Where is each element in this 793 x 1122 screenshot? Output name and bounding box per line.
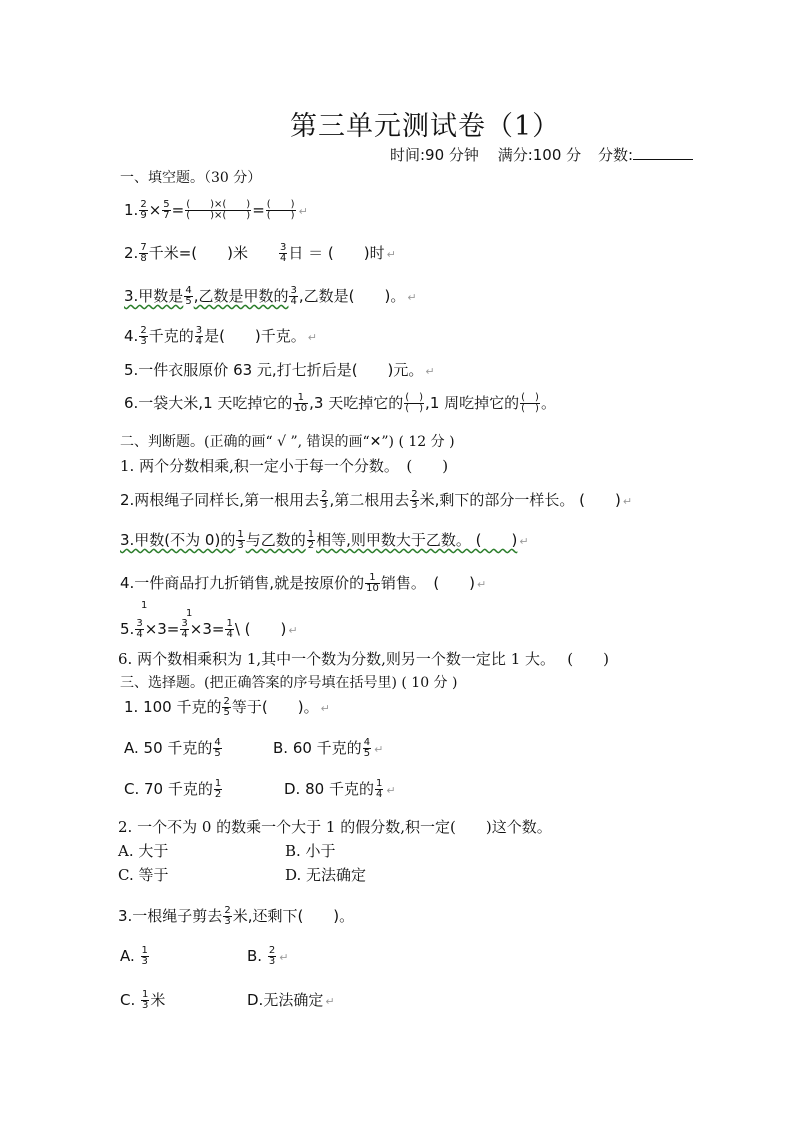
question-1-3: 3.甲数是 $\frac{4}{5}$ ,乙数是甲数的 $\frac{3}{4}$ ,乙数是( )。 ↵ xyxy=(124,285,417,307)
option-b: B. 60 千克的 $\frac{4}{5}$ ↵ xyxy=(273,737,384,759)
paragraph-mark-icon: ↵ xyxy=(320,702,330,715)
paragraph-mark-icon: ↵ xyxy=(407,291,417,304)
section-judge-title: 二、判断题。(正确的画“ √ ”, 错误的画“✕”) ( 12 分 ) xyxy=(120,434,455,450)
fraction: $\frac{1}{3}$ xyxy=(141,945,148,967)
exam-meta xyxy=(390,144,693,165)
option-a: A. 50 千克的 $\frac{4}{5}$ xyxy=(124,737,221,759)
paragraph-mark-icon: ↵ xyxy=(519,535,529,548)
fraction: $\frac{( )\times( )}{( )\times( )}$ xyxy=(186,199,251,221)
fraction: $\frac{1}{3}$ xyxy=(142,989,149,1011)
page-title: 第三单元测试卷（1） xyxy=(290,111,561,142)
question-1-5: 5.一件衣服原价 63 元,打七折后是( )元。 ↵ xyxy=(124,361,435,379)
question-2-4: 4.一件商品打九折销售,就是按原价的 $\frac{1}{10}$ 销售。 ( ) ↵ xyxy=(120,572,487,594)
fraction: $\frac{1}{4}$ xyxy=(375,778,383,800)
paragraph-mark-icon: ↵ xyxy=(386,248,396,261)
option-b: B. 小于 xyxy=(285,842,336,860)
fraction: $\frac{4}{5}$ xyxy=(214,737,221,759)
fraction: $\frac{3}{4}$ xyxy=(181,618,188,640)
paragraph-mark-icon: ↵ xyxy=(374,743,384,756)
section-fill-in-title: 一、填空题。（30 分） xyxy=(120,170,262,186)
fraction: $\frac{1}{2}$ xyxy=(307,529,315,551)
question-3-1: 1. 100 千克的 $\frac{2}{5}$ 等于( )。 ↵ xyxy=(124,696,330,718)
score-blank xyxy=(633,146,693,160)
cancel-mark: 1 xyxy=(186,608,193,619)
fraction: $\frac{3}{4}$ xyxy=(279,242,287,264)
paragraph-mark-icon: ↵ xyxy=(325,995,335,1008)
paragraph-mark-icon: ↵ xyxy=(425,365,435,378)
option-d: D. 80 千克的 $\frac{1}{4}$ ↵ xyxy=(284,778,396,800)
fraction: $\frac{3}{4}$ xyxy=(290,285,297,307)
fraction: $\frac{4}{5}$ xyxy=(363,737,371,759)
question-3-2: 2. 一个不为 0 的数乘一个大于 1 的假分数,积一定( )这个数。 xyxy=(118,818,552,836)
option-c: C. $\frac{1}{3}$ 米 xyxy=(120,989,166,1011)
question-1-4: 4. $\frac{2}{3}$ 千克的 $\frac{3}{4}$ 是( )千克。 ↵ xyxy=(124,325,318,347)
fraction: $\frac{2}{3}$ xyxy=(268,945,276,967)
fraction: $\frac{1}{4}$ xyxy=(226,618,233,640)
fraction: $\frac{( )}{( )}$ xyxy=(266,199,295,221)
score-label: 分数: xyxy=(597,146,633,164)
fraction: $\frac{( )}{( )}$ xyxy=(521,392,539,414)
question-2-1: 1. 两个分数相乘,积一定小于每一个分数。 ( ) xyxy=(120,457,449,475)
paragraph-mark-icon: ↵ xyxy=(288,624,298,637)
fraction: $\frac{2}{3}$ xyxy=(411,489,418,511)
option-a: A. 大于 xyxy=(118,842,169,860)
section-choice-title: 三、选择题。(把正确答案的序号填在括号里) ( 10 分 ) xyxy=(120,675,458,691)
question-2-2: 2.两根绳子同样长,第一根用去 $\frac{2}{3}$ ,第二根用去 $\frac{2}{3}$ 米,剩下的部分一样长。 ( ) ↵ xyxy=(120,489,633,511)
paragraph-mark-icon: ↵ xyxy=(298,205,308,218)
question-2-3: 3.甲数(不为 0)的 $\frac{1}{3}$ 与乙数的 $\frac{1}{2}$ 相等,则甲数大于乙数。 ( ) ↵ xyxy=(120,529,529,551)
question-3-3: 3.一根绳子剪去 $\frac{2}{3}$ 米,还剩下( )。 xyxy=(118,905,355,927)
fraction: $\frac{2}{3}$ xyxy=(224,905,231,927)
fraction: $\frac{3}{4}$ xyxy=(195,325,203,347)
option-c: C. 等于 xyxy=(118,866,169,884)
option-d: D.无法确定 ↵ xyxy=(247,991,335,1009)
question-1-1: 1. $\frac{2}{9}$ × $\frac{5}{7}$ = $\frac{( )\times( )}{( )\times( )}$ = $\frac{( )}{( )}$ ↵ xyxy=(124,199,308,221)
fraction: $\frac{( )}{( )}$ xyxy=(405,392,424,414)
time-label: 时间:90 分钟 xyxy=(390,146,479,164)
fraction: $\frac{7}{8}$ xyxy=(140,242,147,264)
question-1-2: 2. $\frac{7}{8}$ 千米=( )米 $\frac{3}{4}$ 日 ＝ ( )时 ↵ xyxy=(124,242,396,264)
fraction: $\frac{1}{3}$ xyxy=(237,529,244,551)
option-d: D. 无法确定 xyxy=(285,866,367,884)
fraction: $\frac{2}{3}$ xyxy=(140,325,147,347)
fraction: $\frac{5}{7}$ xyxy=(163,199,170,221)
paragraph-mark-icon: ↵ xyxy=(279,951,289,964)
paragraph-mark-icon: ↵ xyxy=(622,495,633,508)
paragraph-mark-icon: ↵ xyxy=(307,331,318,344)
fraction: $\frac{2}{5}$ xyxy=(223,696,230,718)
fraction: $\frac{4}{5}$ xyxy=(185,285,192,307)
option-b: B. $\frac{2}{3}$ ↵ xyxy=(247,945,289,967)
question-2-6: 6. 两个数相乘积为 1,其中一个数为分数,则另一个数一定比 1 大。 ( ) xyxy=(118,650,609,668)
full-score-label: 满分:100 分 xyxy=(497,146,582,164)
option-a: A. $\frac{1}{3}$ xyxy=(120,945,148,967)
fraction: $\frac{2}{3}$ xyxy=(321,489,328,511)
fraction: $\frac{1}{2}$ xyxy=(214,778,222,800)
paragraph-mark-icon: ↵ xyxy=(477,578,487,591)
fraction: $\frac{2}{9}$ xyxy=(140,199,147,221)
question-1-6: 6.一袋大米,1 天吃掉它的 $\frac{1}{10}$ ,3 天吃掉它的 $\frac{( )}{( )}$ ,1 周吃掉它的 $\frac{( )}{( )}$ 。 xyxy=(124,392,556,414)
fraction: $\frac{1}{10}$ xyxy=(294,392,308,414)
fraction: $\frac{1}{10}$ xyxy=(366,572,379,594)
question-2-5: 5. $\frac{3}{4}$ ×3= $\frac{3}{4}$ ×3= $\frac{1}{4}$ \ ( ) ↵ xyxy=(120,618,298,640)
paragraph-mark-icon: ↵ xyxy=(386,784,396,797)
option-c: C. 70 千克的 $\frac{1}{2}$ xyxy=(124,778,222,800)
cancel-mark: 1 xyxy=(141,600,148,611)
fraction: $\frac{3}{4}$ xyxy=(136,618,143,640)
